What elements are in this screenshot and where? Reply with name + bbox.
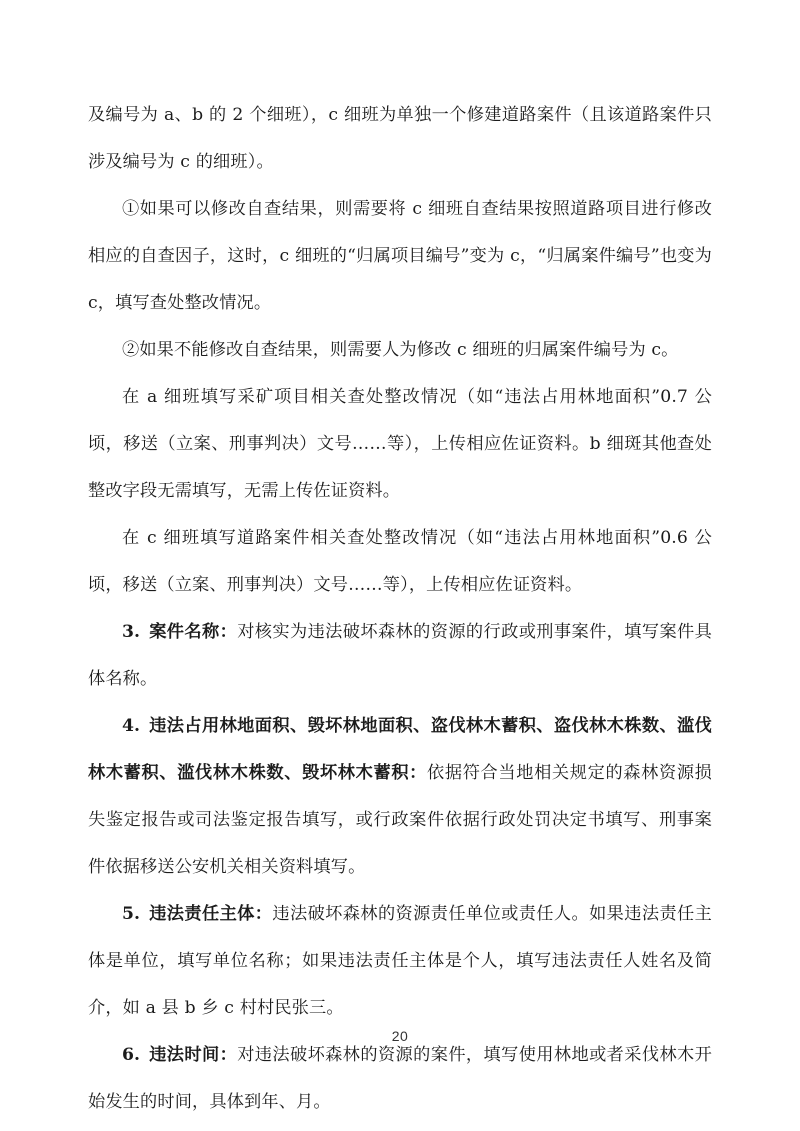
paragraph-continuation: 及编号为 a、b 的 2 个细班），c 细班为单独一个修建道路案件（且该道路案件只涉及编号为 c 的细班）。: [88, 105, 712, 172]
item-5-body: 违法破坏森林的资源责任单位或责任人。如果违法责任主体是单位，填写单位名称；如果违法责任主体是个人，填写违法责任人姓名及简介，如 a 县 b 乡 c 村村民张三。: [88, 904, 712, 1018]
item-5-label: 违法责任主体：: [148, 904, 273, 924]
item-3-body: 对核实为违法破坏森林的资源的行政或刑事案件，填写案件具体名称。: [88, 622, 712, 689]
item-4-body: 依据符合当地相关规定的森林资源损失鉴定报告或司法鉴定报告填写，或行政案件依据行政处罚决定书填写、刑事案件依据移送公安机关相关资料填写。: [88, 763, 712, 877]
page-body: [88, 92, 712, 1126]
item-4-number: 4.: [122, 716, 140, 736]
numbered-item-3: [88, 609, 712, 703]
item-5-number: 5.: [122, 904, 140, 924]
item-6-body: 对违法破坏森林的资源的案件，填写使用林地或者采伐林木开始发生的时间，具体到年、月。: [88, 1045, 712, 1112]
page-number: 20: [391, 1028, 409, 1044]
paragraph-circle-one: ①如果可以修改自查结果，则需要将 c 细班自查结果按照道路项目进行修改相应的自查因子，这时，c 细班的“归属项目编号”变为 c，“归属案件编号”也变为 c，填写查处整改情况。: [88, 199, 712, 313]
paragraph-circle-two: ②如果不能修改自查结果，则需要人为修改 c 细班的归属案件编号为 c。: [122, 340, 679, 360]
item-3-label: 案件名称：: [148, 622, 238, 642]
numbered-item-6: [88, 1032, 712, 1126]
paragraph-a-xiban-instructions: 在 a 细班填写采矿项目相关查处整改情况（如“违法占用林地面积”0.7 公顷，移送（立案、刑事判决）文号……等），上传相应佐证资料。b 细斑其他查处整改字段无需填写，无需上传佐证资料。: [88, 387, 712, 501]
item-6-number: 6.: [122, 1045, 140, 1065]
item-3-number: 3.: [122, 622, 140, 642]
numbered-item-5: [88, 891, 712, 1032]
numbered-item-4: [88, 703, 712, 891]
item-6-label: 违法时间：: [148, 1045, 238, 1065]
paragraph-c-xiban-instructions: 在 c 细班填写道路案件相关查处整改情况（如“违法占用林地面积”0.6 公顷，移送（立案、刑事判决）文号……等），上传相应佐证资料。: [88, 528, 712, 595]
item-4-label: 违法占用林地面积、毁坏林地面积、盗伐林木蓄积、盗伐林木株数、滥伐林木蓄积、滥伐林木株数、毁坏林木蓄积：: [88, 716, 712, 783]
